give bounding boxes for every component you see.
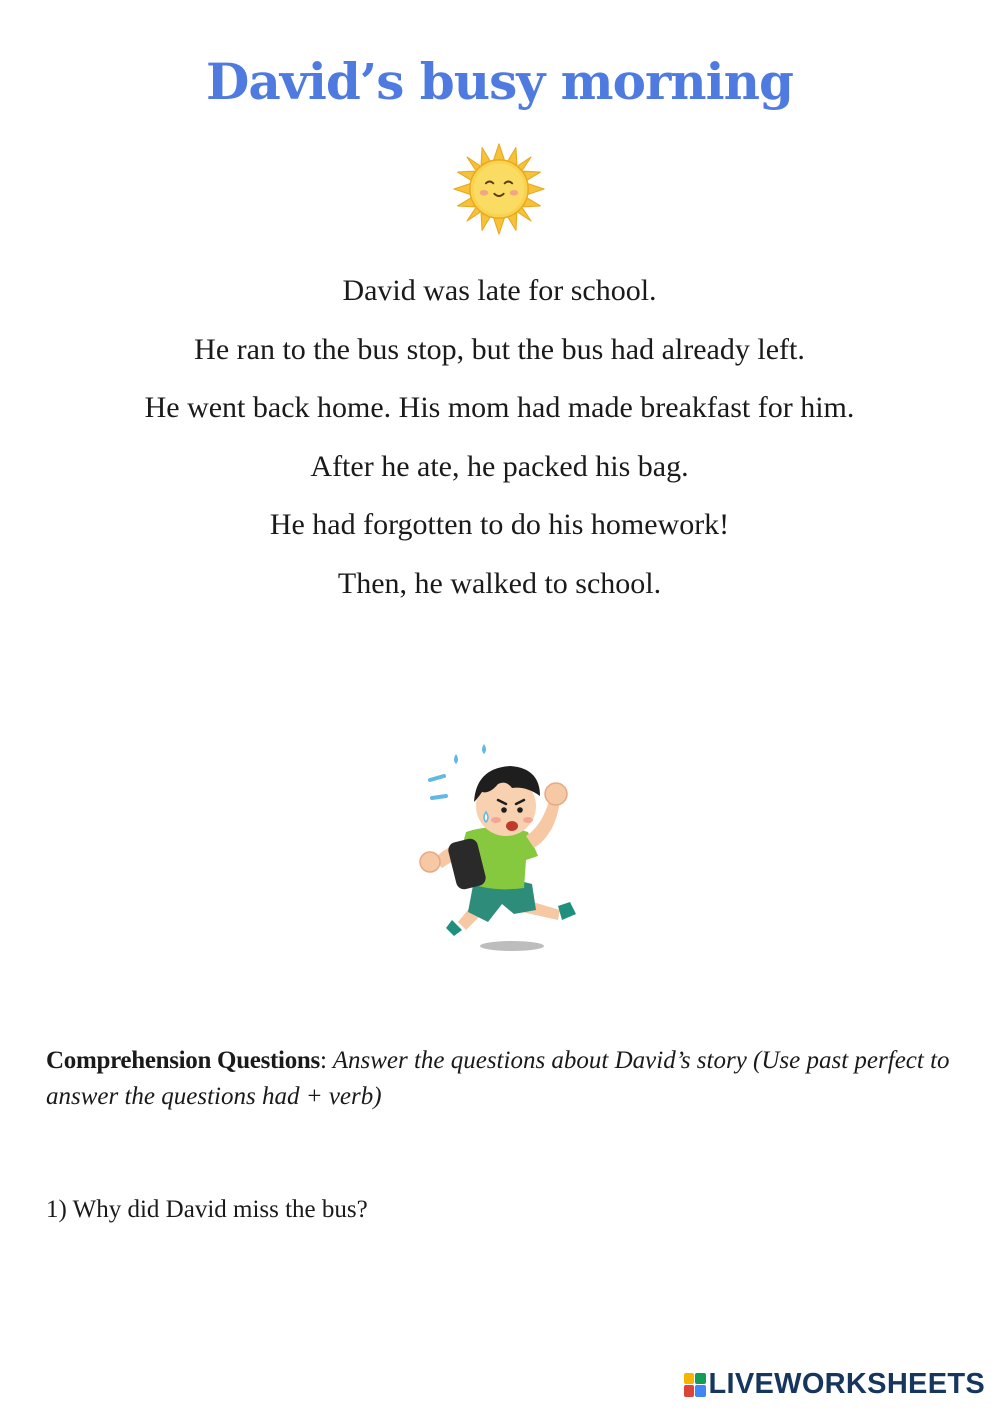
instructions xyxy=(46,1043,956,1115)
running-boy-illustration xyxy=(408,740,594,956)
liveworksheets-mark-icon xyxy=(684,1373,706,1397)
smiling-sun-icon xyxy=(452,142,546,236)
story-line: He had forgotten to do his homework! xyxy=(269,508,730,542)
instructions-body: Answer the questions about David’s story (Use past perfect to answer the questions had + verb) xyxy=(46,1047,950,1110)
story-line: He went back home. His mom had made breakfast for him. xyxy=(144,391,855,425)
page-title: David’s busy morning xyxy=(206,52,793,111)
question-1: 1) Why did David miss the bus? xyxy=(46,1196,368,1223)
brand-name: LIVEWORKSHEETS xyxy=(708,1368,985,1400)
story-line: David was late for school. xyxy=(342,274,657,307)
story-line: After he ate, he packed his bag. xyxy=(310,449,689,483)
instructions-separator: : xyxy=(319,1047,327,1074)
liveworksheets-logo[interactable] xyxy=(684,1368,986,1401)
instructions-heading: Comprehension Questions xyxy=(46,1047,320,1074)
story-line: Then, he walked to school. xyxy=(337,566,662,600)
story-text xyxy=(0,262,999,614)
story-line: He ran to the bus stop, but the bus had already left. xyxy=(194,332,805,366)
